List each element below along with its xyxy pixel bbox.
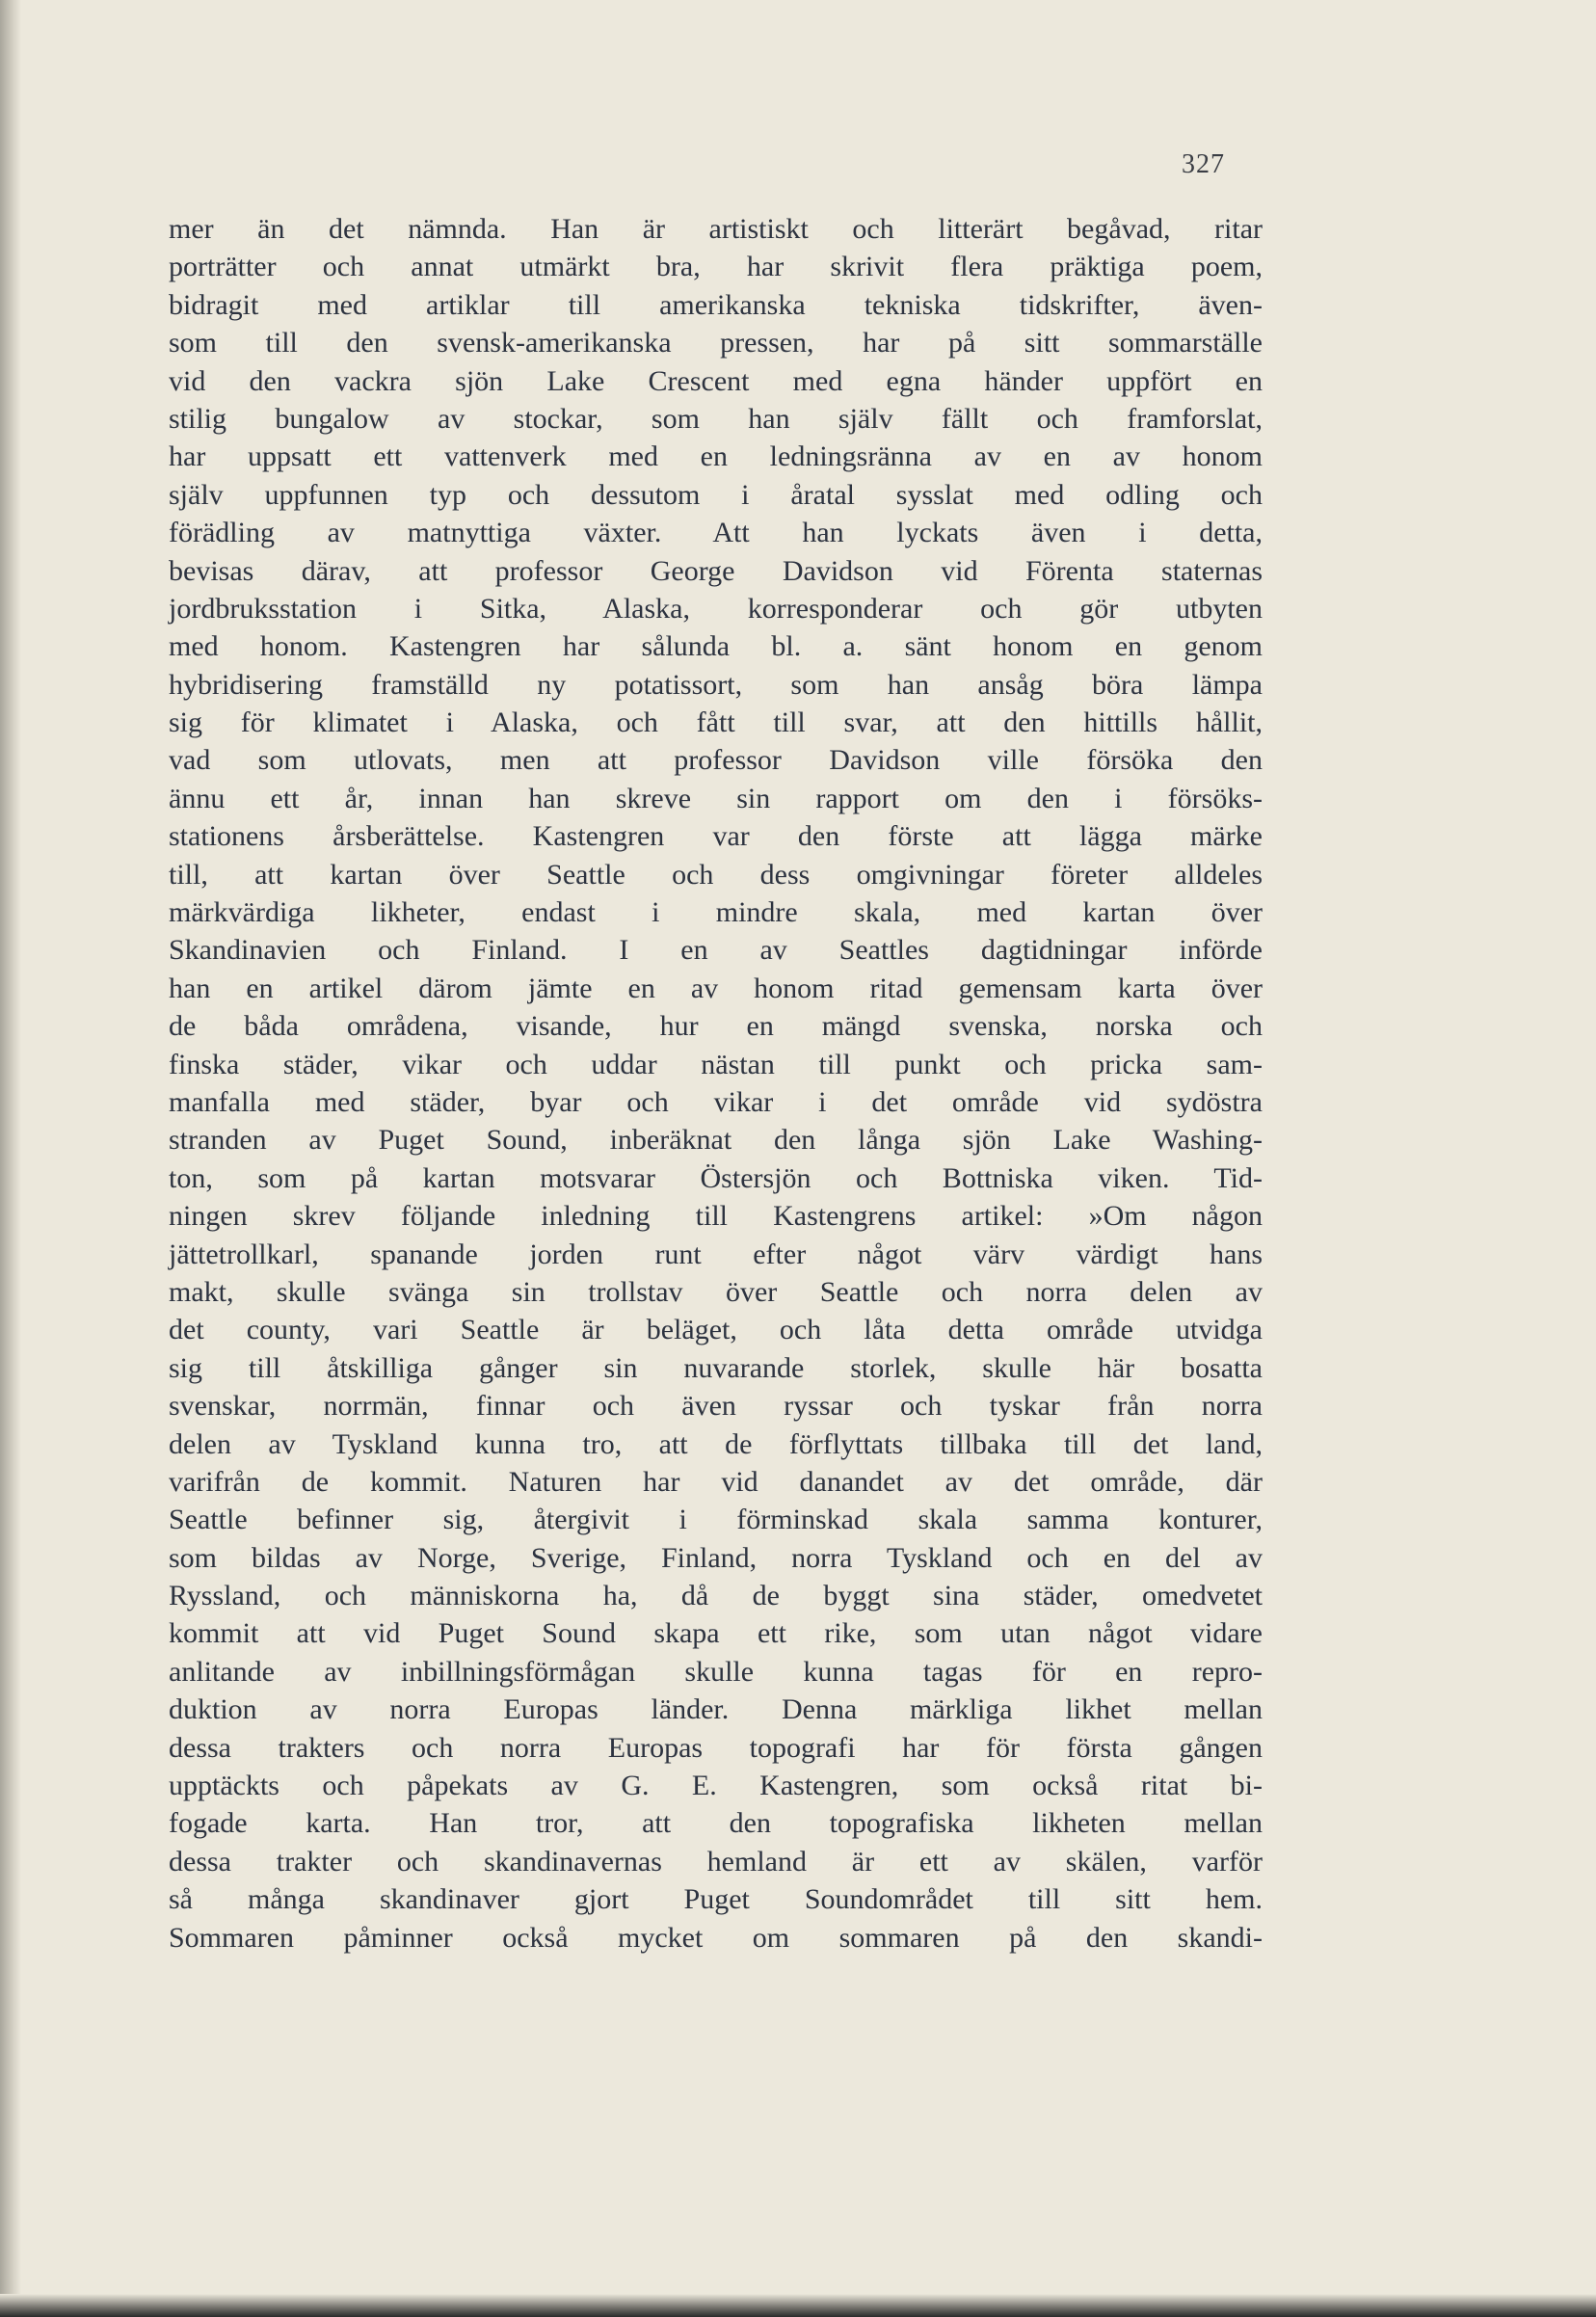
text-line: duktion av norra Europas länder. Denna märkliga likhet mellan (169, 1693, 1263, 1726)
text-line: till, att kartan över Seattle och dess omgivningar företer alldeles (169, 858, 1263, 891)
text-line: Sommaren påminner också mycket om sommaren på den skandi- (169, 1921, 1263, 1954)
text-line: jordbruksstation i Sitka, Alaska, korresponderar och gör utbyten (169, 592, 1263, 625)
text-line: förädling av matnyttiga växter. Att han lyckats även i detta, (169, 517, 1263, 549)
text-line: med honom. Kastengren har sålunda bl. a. sänt honom en genom (169, 630, 1263, 663)
body-text (169, 210, 1263, 1957)
text-line: upptäckts och påpekats av G. E. Kastengren, som också ritat bi- (169, 1770, 1263, 1802)
text-line: makt, skulle svänga sin trollstav över Seattle och norra delen av (169, 1275, 1263, 1308)
text-line: Skandinavien och Finland. I en av Seattles dagtidningar införde (169, 934, 1263, 967)
text-line: finska städer, vikar och uddar nästan till punkt och pricka sam- (169, 1048, 1263, 1080)
text-line: manfalla med städer, byar och vikar i det område vid sydöstra (169, 1085, 1263, 1118)
text-line: bevisas därav, att professor George Davidson vid Förenta staternas (169, 554, 1263, 587)
page-bottom-edge (0, 2294, 1596, 2317)
page-number: 327 (1182, 149, 1225, 179)
text-line: bidragit med artiklar till amerikanska tekniska tidskrifter, även- (169, 288, 1263, 321)
text-line: fogade karta. Han tror, att den topografiska likheten mellan (169, 1807, 1263, 1840)
text-line: dessa trakters och norra Europas topografi har för första gången (169, 1731, 1263, 1764)
text-line: Ryssland, och människorna ha, då de byggt sina städer, omedvetet (169, 1580, 1263, 1612)
text-line: stranden av Puget Sound, inberäknat den långa sjön Lake Washing- (169, 1124, 1263, 1157)
text-line: stationens årsberättelse. Kastengren var den förste att lägga märke (169, 820, 1263, 853)
text-line: så många skandinaver gjort Puget Soundområdet till sitt hem. (169, 1883, 1263, 1916)
text-line: märkvärdiga likheter, endast i mindre skala, med kartan över (169, 896, 1263, 929)
text-line: mer än det nämnda. Han är artistiskt och litterärt begåvad, ritar (169, 213, 1263, 245)
text-line: har uppsatt ett vattenverk med en ledningsränna av en av honom (169, 440, 1263, 473)
text-line: anlitande av inbillningsförmågan skulle kunna tagas för en repro- (169, 1655, 1263, 1688)
text-line: svenskar, norrmän, finnar och även ryssar och tyskar från norra (169, 1390, 1263, 1423)
text-line: vad som utlovats, men att professor Davidson ville försöka den (169, 744, 1263, 777)
text-line: stilig bungalow av stockar, som han själv fällt och framforslat, (169, 402, 1263, 435)
text-line: ningen skrev följande inledning till Kastengrens artikel: »Om någon (169, 1200, 1263, 1233)
text-line: varifrån de kommit. Naturen har vid danandet av det område, där (169, 1465, 1263, 1498)
page-binding-edge (0, 0, 21, 2317)
text-line: sig för klimatet i Alaska, och fått till svar, att den hittills hållit, (169, 706, 1263, 739)
text-line: dessa trakter och skandinavernas hemland är ett av skälen, varför (169, 1845, 1263, 1878)
text-line: kommit att vid Puget Sound skapa ett rike, som utan något vidare (169, 1617, 1263, 1650)
text-line: porträtter och annat utmärkt bra, har skrivit flera präktiga poem, (169, 251, 1263, 283)
text-line: det county, vari Seattle är beläget, och låta detta område utvidga (169, 1314, 1263, 1346)
text-line: som till den svensk-amerikanska pressen, har på sitt sommarställe (169, 327, 1263, 360)
text-line: de båda områdena, visande, hur en mängd svenska, norska och (169, 1010, 1263, 1043)
text-line: själv uppfunnen typ och dessutom i åratal sysslat med odling och (169, 478, 1263, 511)
text-line: jättetrollkarl, spanande jorden runt efter något värv värdigt hans (169, 1238, 1263, 1270)
text-line: sig till åtskilliga gånger sin nuvarande storlek, skulle här bosatta (169, 1351, 1263, 1384)
text-line: vid den vackra sjön Lake Crescent med egna händer uppfört en (169, 364, 1263, 397)
text-line: som bildas av Norge, Sverige, Finland, norra Tyskland och en del av (169, 1541, 1263, 1574)
text-line: hybridisering framställd ny potatissort, som han ansåg böra lämpa (169, 668, 1263, 701)
text-line: han en artikel därom jämte en av honom ritad gemensam karta över (169, 972, 1263, 1004)
text-line: delen av Tyskland kunna tro, att de förflyttats tillbaka till det land, (169, 1427, 1263, 1460)
text-line: ton, som på kartan motsvarar Östersjön och Bottniska viken. Tid- (169, 1161, 1263, 1194)
text-line: Seattle befinner sig, återgivit i förminskad skala samma konturer, (169, 1504, 1263, 1536)
text-line: ännu ett år, innan han skreve sin rapport om den i försöks- (169, 782, 1263, 814)
